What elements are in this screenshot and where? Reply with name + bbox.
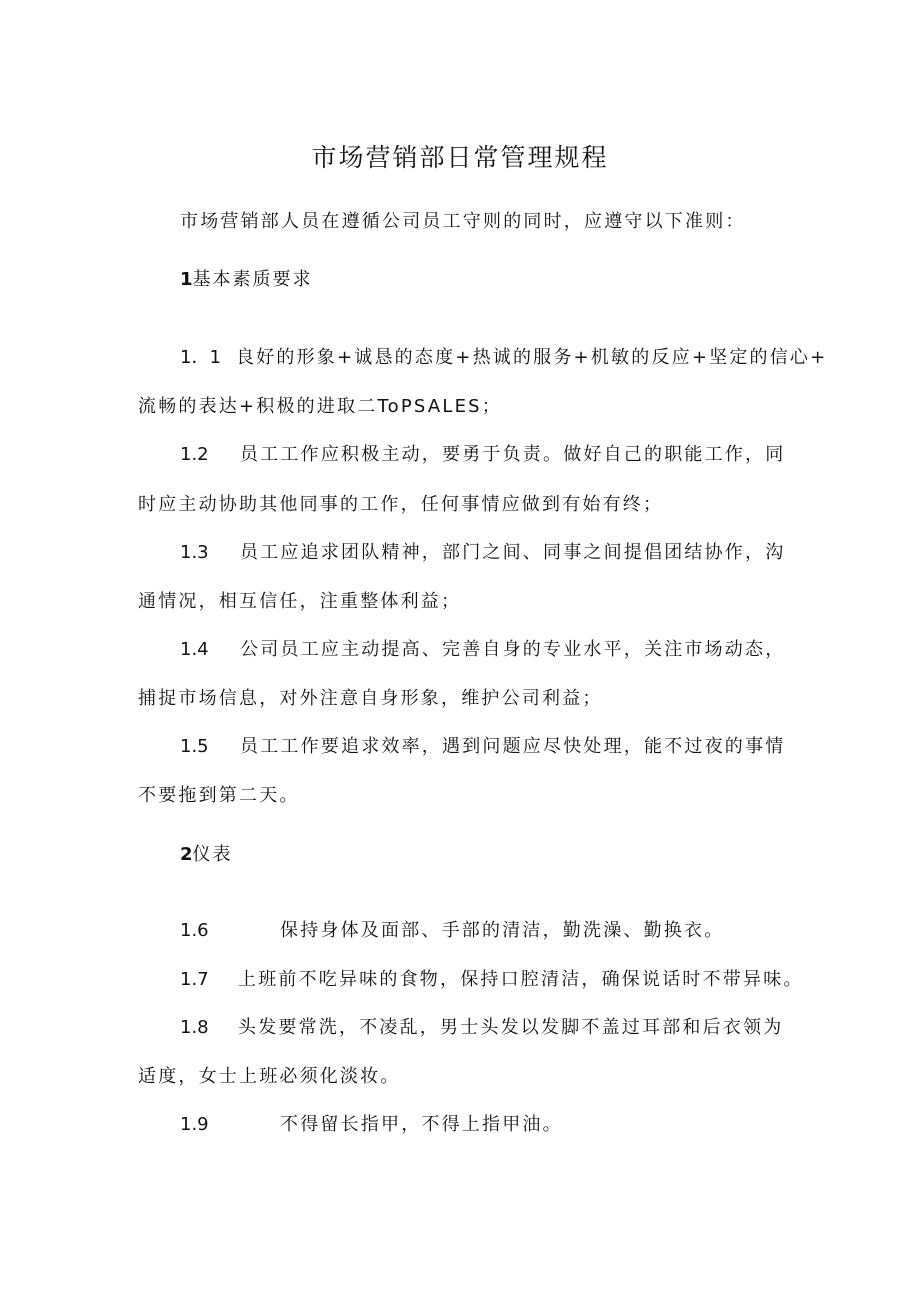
list-item-1-3-line2: 通情况，相互信任，注重整体利益； [138,591,462,612]
list-item-1-4-line1 [180,638,785,662]
page-title: 市场营销部日常管理规程 [311,143,609,172]
item-text: 头发要常洗，不凌乱，男士头发以发脚不盖过耳部和后衣领为 [238,1017,784,1038]
list-item-1-9-line1 [180,1113,563,1137]
list-item-1-7-line1 [180,968,804,992]
item-number: 1.4 [180,639,209,660]
section-number: 1 [180,269,193,290]
list-item-1-8-line1 [180,1016,783,1040]
list-item-1-5-line2: 不要拖到第二天。 [138,785,300,806]
section-heading-text: 仪表 [192,844,233,865]
item-number: 1.2 [180,444,209,465]
item-number: 1.6 [180,920,209,941]
item-number: 1.9 [180,1114,209,1135]
list-item-1-6-line1 [180,919,724,943]
list-item-1-2-line1 [180,443,785,467]
item-text: 员工工作要追求效率，遇到问题应尽快处理，能不过夜的事情 [240,736,786,757]
section-heading-1 [180,268,313,292]
section-heading-2 [180,843,233,867]
list-item-1-3-line1 [180,541,785,565]
item-text: 员工工作应积极主动，要勇于负责。做好自己的职能工作，同 [240,444,786,465]
item-number: 1.7 [180,969,209,990]
item-text: 上班前不吃异味的食物，保持口腔清洁，确保说话时不带异味。 [238,969,804,990]
list-item-1-5-line1 [180,735,785,759]
list-item-1-8-line2: 适度，女士上班必须化淡妆。 [138,1066,401,1087]
item-text: 良好的形象+诚恳的态度+热诚的服务+机敏的反应+坚定的信心+ [236,347,828,368]
list-item-1-2-line2: 时应主动协助其他同事的工作，任何事情应做到有始有终； [138,494,664,515]
item-text: 不得留长指甲，不得上指甲油。 [280,1114,563,1135]
list-item-1-4-line2: 捕捉市场信息，对外注意自身形象，维护公司利益； [138,688,603,709]
item-number: 1.5 [180,736,209,757]
item-number: 1.8 [180,1017,209,1038]
list-item-1-1-line1 [180,346,827,370]
item-text: 公司员工应主动提高、完善自身的专业水平，关注市场动态， [240,639,786,660]
item-number: 1．1 [180,347,221,368]
section-number: 2 [180,844,193,865]
item-text: 员工应追求团队精神，部门之间、同事之间提倡团结协作，沟 [240,542,786,563]
intro-paragraph: 市场营销部人员在遵循公司员工守则的同时，应遵守以下准则： [180,211,746,232]
item-number: 1.3 [180,542,209,563]
list-item-1-1-line2: 流畅的表达+积极的进取二ToPSALES； [138,396,502,417]
item-text: 保持身体及面部、手部的清洁，勤洗澡、勤换衣。 [280,920,725,941]
section-heading-text: 基本素质要求 [192,269,313,290]
